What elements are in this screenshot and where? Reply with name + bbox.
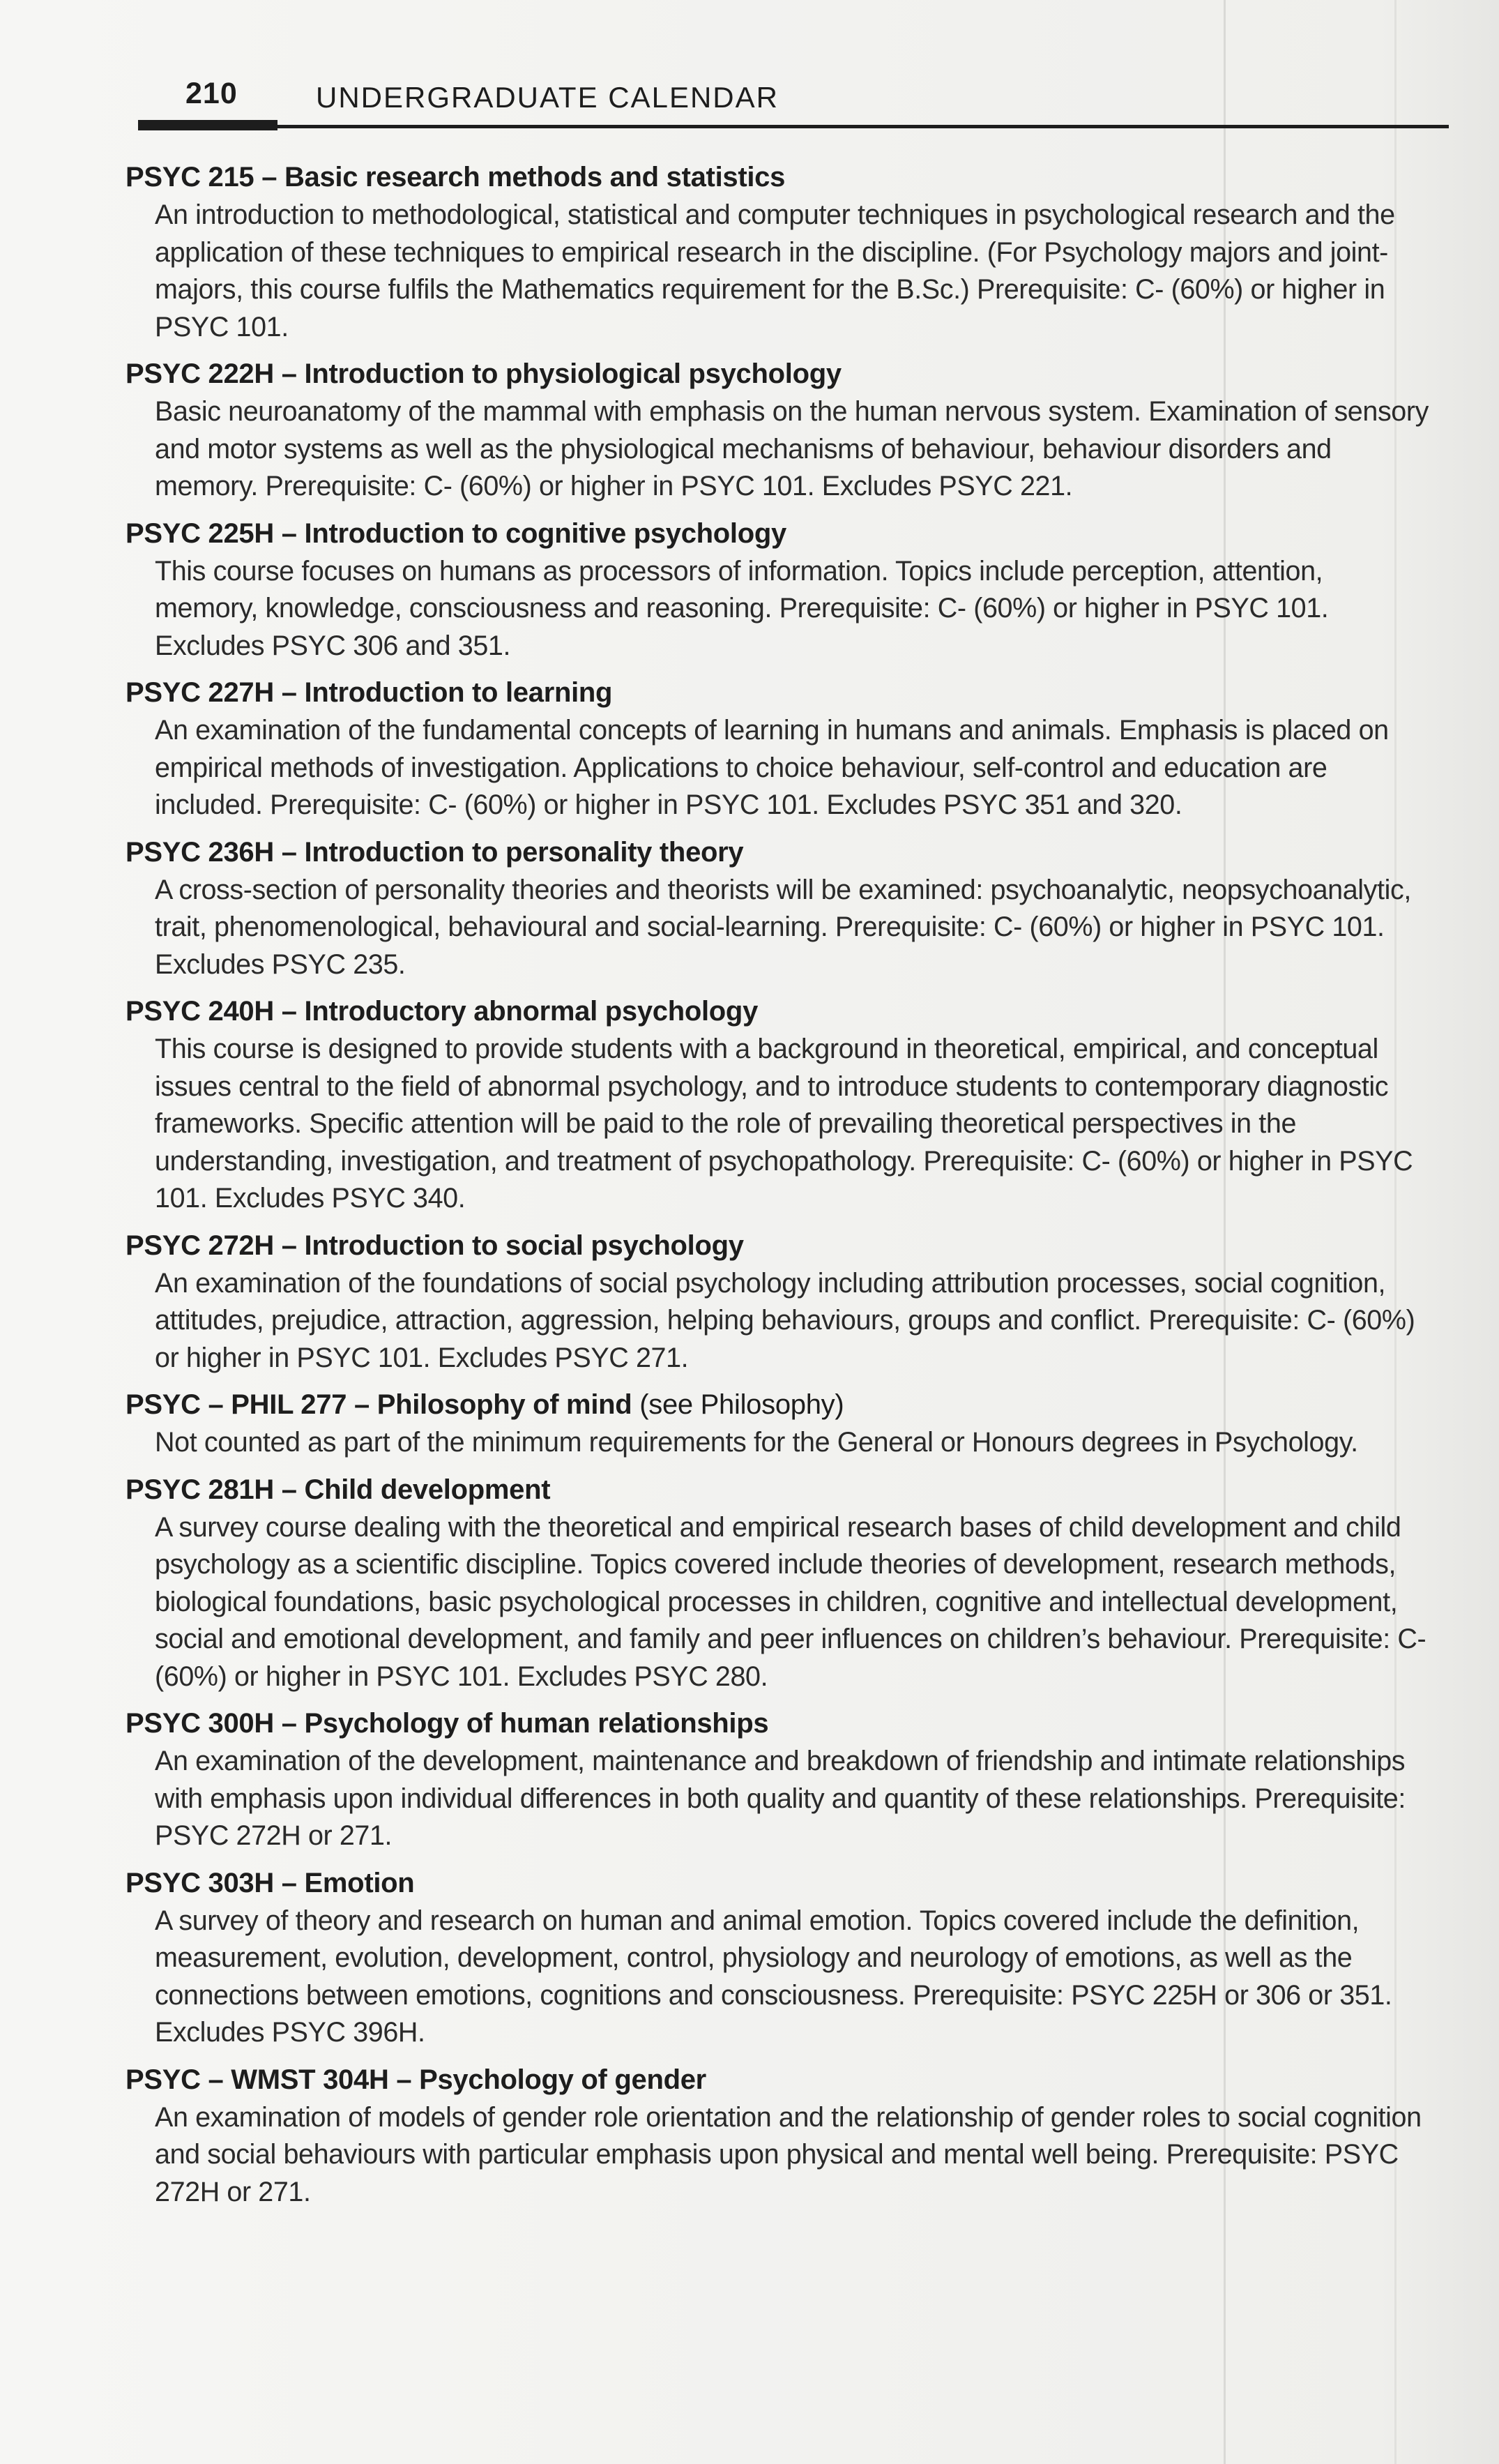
course-title-row — [125, 1385, 1429, 1424]
course-entry — [125, 514, 1429, 665]
course-description: An introduction to methodological, statistical and computer techniques in psychological research and the application of these techniques to empirical research in the discipline. (For Psychology majors and joint-majors, this course fulfils the Mathematics requirement for the B.Sc.) Prerequisite: C- (60%) or higher in PSYC 101. — [155, 199, 1395, 342]
course-entry — [125, 354, 1429, 506]
course-title: PSYC 227H – Introduction to learning — [125, 677, 613, 708]
course-entry — [125, 1470, 1429, 1696]
course-description: This course focuses on humans as processors of information. Topics include perception, attention, memory, knowledge, consciousness and reasoning. Prerequisite: C- (60%) or higher in PSYC 101. Excludes PSYC 306 and 351. — [155, 555, 1329, 661]
course-entry — [125, 158, 1429, 346]
course-title: PSYC 225H – Introduction to cognitive psychology — [125, 517, 786, 549]
course-title: PSYC 272H – Introduction to social psychology — [125, 1230, 744, 1261]
course-title: PSYC 281H – Child development — [125, 1474, 551, 1505]
course-entry — [125, 1385, 1429, 1462]
course-description: Not counted as part of the minimum requirements for the General or Honours degrees in Psychology. — [155, 1427, 1358, 1458]
course-entry — [125, 1704, 1429, 1855]
header-rule — [138, 125, 1449, 128]
course-entry — [125, 992, 1429, 1218]
course-title: PSYC 300H – Psychology of human relationships — [125, 1708, 769, 1739]
course-entry — [125, 833, 1429, 984]
course-entry — [125, 1864, 1429, 2052]
course-list — [125, 158, 1429, 2219]
course-description: An examination of the development, maintenance and breakdown of friendship and intimate relationships with emphasis upon individual differences in both quality and quantity of these relationships. Prerequisite: PSYC 272H or 271. — [155, 1746, 1406, 1851]
course-entry — [125, 2060, 1429, 2212]
course-title: PSYC 236H – Introduction to personality theory — [125, 836, 744, 868]
course-description: A survey of theory and research on human and animal emotion. Topics covered include the definition, measurement, evolution, development, control, physiology and neurology of emotions, as well as the connections between emotions, cognitions and consciousness. Prerequisite: PSYC 225H or 306 or 351. Excludes PSYC 396H. — [155, 1905, 1392, 2048]
course-description: A cross-section of personality theories and theorists will be examined: psychoanalytic, neopsychoanalytic, trait, phenomenological, behavioural and social-learning. Prerequisite: C- (60%) or higher in PSYC 101. Excludes PSYC 235. — [155, 874, 1411, 980]
course-description: An examination of models of gender role orientation and the relationship of gender roles to social cognition and social behaviours with particular emphasis upon physical and mental well being. Prerequisite: PSYC 272H or 271. — [155, 2101, 1422, 2207]
course-description: An examination of the fundamental concepts of learning in humans and animals. Emphasis is placed on empirical methods of investigation. Applications to choice behaviour, self-control and education are included. Prerequisite: C- (60%) or higher in PSYC 101. Excludes PSYC 351 and 320. — [155, 715, 1389, 820]
course-title: PSYC – PHIL 277 – Philosophy of mind — [125, 1389, 632, 1420]
course-description: An examination of the foundations of social psychology including attribution processes, social cognition, attitudes, prejudice, attraction, aggression, helping behaviours, groups and conflict. Prerequisite: C- (60%) or higher in PSYC 101. Excludes PSYC 271. — [155, 1267, 1415, 1373]
header-rule-accent — [138, 120, 277, 130]
course-description: A survey course dealing with the theoretical and empirical research bases of child development and child psychology as a scientific discipline. Topics covered include theories of development, research methods, biological foundations, basic psychological processes in children, cognitive and intellectual development, social and emotional development, and family and peer influences on children’s behaviour. Prerequisite: C- (60%) or higher in PSYC 101. Excludes PSYC 280. — [155, 1511, 1426, 1692]
page-number: 210 — [185, 77, 238, 110]
course-title: PSYC 222H – Introduction to physiological psychology — [125, 358, 842, 389]
course-title: PSYC 215 – Basic research methods and statistics — [125, 162, 786, 192]
course-entry — [125, 1226, 1429, 1377]
course-description: Basic neuroanatomy of the mammal with emphasis on the human nervous system. Examination of sensory and motor systems as well as the physiological mechanisms of behaviour, behaviour disorders and memory. Prerequisite: C- (60%) or higher in PSYC 101. Excludes PSYC 221. — [155, 396, 1429, 501]
page-header — [138, 74, 1449, 130]
course-title: PSYC – WMST 304H – Psychology of gender — [125, 2064, 706, 2095]
running-head: UNDERGRADUATE CALENDAR — [316, 81, 779, 114]
course-title: PSYC 303H – Emotion — [125, 1867, 415, 1898]
course-description: This course is designed to provide students with a background in theoretical, empirical, and conceptual issues central to the field of abnormal psychology, and to introduce students to contemporary diagnostic frameworks. Specific attention will be paid to the role of prevailing theoretical perspectives in the understanding, investigation, and treatment of psychopathology. Prerequisite: C- (60%) or higher in PSYC 101. Excludes PSYC 340. — [155, 1034, 1413, 1214]
course-entry — [125, 673, 1429, 824]
course-title: PSYC 240H – Introductory abnormal psychology — [125, 996, 759, 1027]
cross-reference-note: (see Philosophy) — [639, 1389, 844, 1420]
